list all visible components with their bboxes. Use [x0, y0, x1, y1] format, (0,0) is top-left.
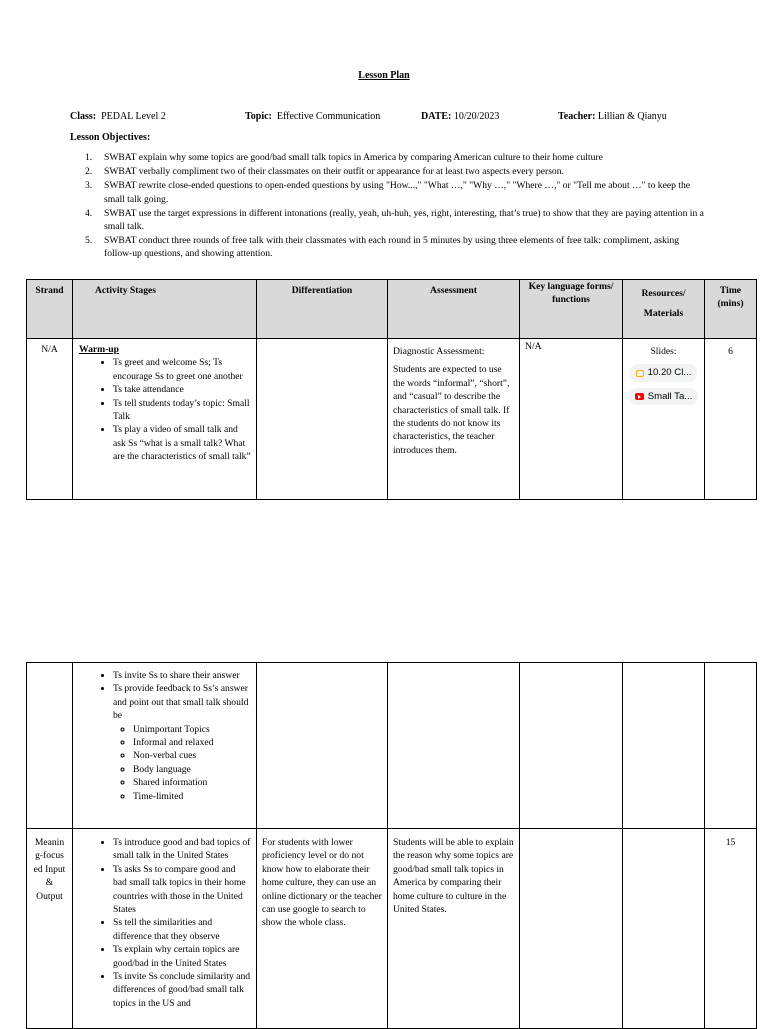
- cont-differentiation: [257, 663, 388, 829]
- meaning-bullets: [78, 836, 251, 1010]
- class-info: Class: PEDAL Level 2: [70, 111, 166, 122]
- objective-item: 2. SWBAT verbally compliment two of their classmates on their outfit or appearance for at least two aspects every person.: [85, 166, 564, 178]
- table-row: [27, 829, 757, 1029]
- topic-info: Topic: Effective Communication: [245, 111, 381, 122]
- list-item: • Ts tell students today’s topic: Small Talk: [113, 397, 251, 424]
- warmup-label: Warm-up: [79, 344, 119, 355]
- warmup-assessment: [388, 339, 520, 500]
- objective-item: 1. SWBAT explain why some topics are good/bad small talk topics in America by comparing American culture to their home culture: [85, 152, 603, 163]
- objectives-label: Lesson Objectives:: [70, 132, 151, 143]
- cont-key-language: [520, 663, 623, 829]
- lesson-plan-table: [26, 279, 757, 500]
- list-item: ◦ Informal and relaxed: [133, 736, 251, 749]
- list-item: • Ts invite Ss conclude similarity and differences of good/bad small talk topics in the US and: [113, 970, 251, 1010]
- meaning-assessment: Students will be able to explain the reason why some topics are good/bad small talk topics in America by comparing their home culture to culture in the United States.: [388, 829, 520, 1029]
- teacher-info: Teacher: Lillian & Qianyu: [558, 111, 667, 122]
- warmup-cont-activity: [73, 663, 257, 829]
- header-assessment: Assessment: [388, 280, 520, 339]
- small-talk-traits-list: [113, 723, 251, 803]
- cont-strand: [27, 663, 73, 829]
- video-link-chip[interactable]: Small Ta...: [629, 388, 699, 405]
- assessment-text: Students are expected to use the words “informal”, “short”, and “casual” to describe the characteristics of small talk. If the students do not know its characteristics, the teacher introduces them.: [393, 364, 510, 456]
- list-item: • Ts provide feedback to Ss’s answer and point out that small talk should be ◦ Unimportant Topics ◦ Informal and relaxed ◦ Non-verbal cues ◦ Body language ◦ Shared information ◦ Time-limited: [113, 682, 251, 803]
- slides-link-chip[interactable]: 10.20 Cl...: [630, 364, 698, 381]
- list-item: • Ss tell the similarities and difference that they observe: [113, 916, 251, 943]
- cont-time: [705, 663, 757, 829]
- header-resources: Resources/ Materials: [623, 280, 705, 339]
- table-header-row: [27, 280, 757, 339]
- list-item: • Ts explain why certain topics are good/bad in the United States: [113, 943, 251, 970]
- assessment-title: Diagnostic Assessment:: [393, 346, 485, 357]
- meaning-differentiation: For students with lower proficiency level or do not know how to elaborate their home culture, they can use an online dictionary or the teacher can use google to search to show the whole class.: [257, 829, 388, 1029]
- list-item: • Ts invite Ss to share their answer: [113, 669, 251, 682]
- meaning-time: 15: [705, 829, 757, 1029]
- list-item: ◦ Time-limited: [133, 790, 251, 803]
- objectives-list: [85, 151, 704, 261]
- header-activity: Activity Stages: [73, 280, 257, 339]
- cont-assessment: [388, 663, 520, 829]
- list-item: ◦ Non-verbal cues: [133, 749, 251, 762]
- youtube-icon: [635, 393, 644, 400]
- list-item: • Ts introduce good and bad topics of small talk in the United States: [113, 836, 251, 863]
- list-item: • Ts greet and welcome Ss; Ts encourage Ss to greet one another: [113, 356, 251, 383]
- meaning-resources: [623, 829, 705, 1029]
- objective-item: 5. SWBAT conduct three rounds of free talk with their classmates with each round in 5 minutes by using three elements of free talk: compliment, asking follow-up questions, and showing attention.: [85, 235, 680, 260]
- warmup-bullets: [78, 356, 251, 463]
- document-title: Lesson Plan: [358, 70, 410, 81]
- cont-resources: [623, 663, 705, 829]
- list-item: ◦ Unimportant Topics: [133, 723, 251, 736]
- warmup-resources: [623, 339, 705, 500]
- lesson-plan-table-continued: [26, 662, 757, 1029]
- warmup-key-language: N/A: [520, 339, 623, 500]
- warmup-strand: N/A: [27, 339, 73, 500]
- google-slides-icon: [636, 370, 644, 377]
- warmup-activity: [73, 339, 257, 500]
- warmup-cont-bullets: [78, 669, 251, 803]
- meaning-strand: Meanin g-focus ed Input & Output: [27, 829, 73, 1029]
- list-item: ◦ Shared information: [133, 776, 251, 789]
- date-info: DATE: 10/20/2023: [421, 111, 500, 122]
- warmup-differentiation: [257, 339, 388, 500]
- table-row: [27, 339, 757, 500]
- table-row: [27, 663, 757, 829]
- header-key-language: Key language forms/ functions: [520, 280, 623, 339]
- header-strand: Strand: [27, 280, 73, 339]
- list-item: • Ts take attendance: [113, 383, 251, 396]
- meaning-activity: [73, 829, 257, 1029]
- warmup-time: 6: [705, 339, 757, 500]
- objective-item: 4. SWBAT use the target expressions in different intonations (really, yeah, uh-huh, yes, right, interesting, that’s true) to show that they are paying attention in a small talk.: [85, 207, 704, 233]
- header-time: Time (mins): [705, 280, 757, 339]
- resources-label: Slides:: [650, 346, 677, 357]
- meaning-key-language: [520, 829, 623, 1029]
- list-item: • Ts asks Ss to compare good and bad small talk topics in their home countries with those in the United States: [113, 863, 251, 917]
- objective-item: 3. SWBAT rewrite close-ended questions to open-ended questions by using "How...," "What …," "Why …," "Where …," or "Tell me about …" to keep the small talk going.: [85, 180, 691, 205]
- header-differentiation: Differentiation: [257, 280, 388, 339]
- list-item: ◦ Body language: [133, 763, 251, 776]
- list-item: • Ts play a video of small talk and ask Ss “what is a small talk? What are the characteristics of small talk”: [113, 423, 251, 463]
